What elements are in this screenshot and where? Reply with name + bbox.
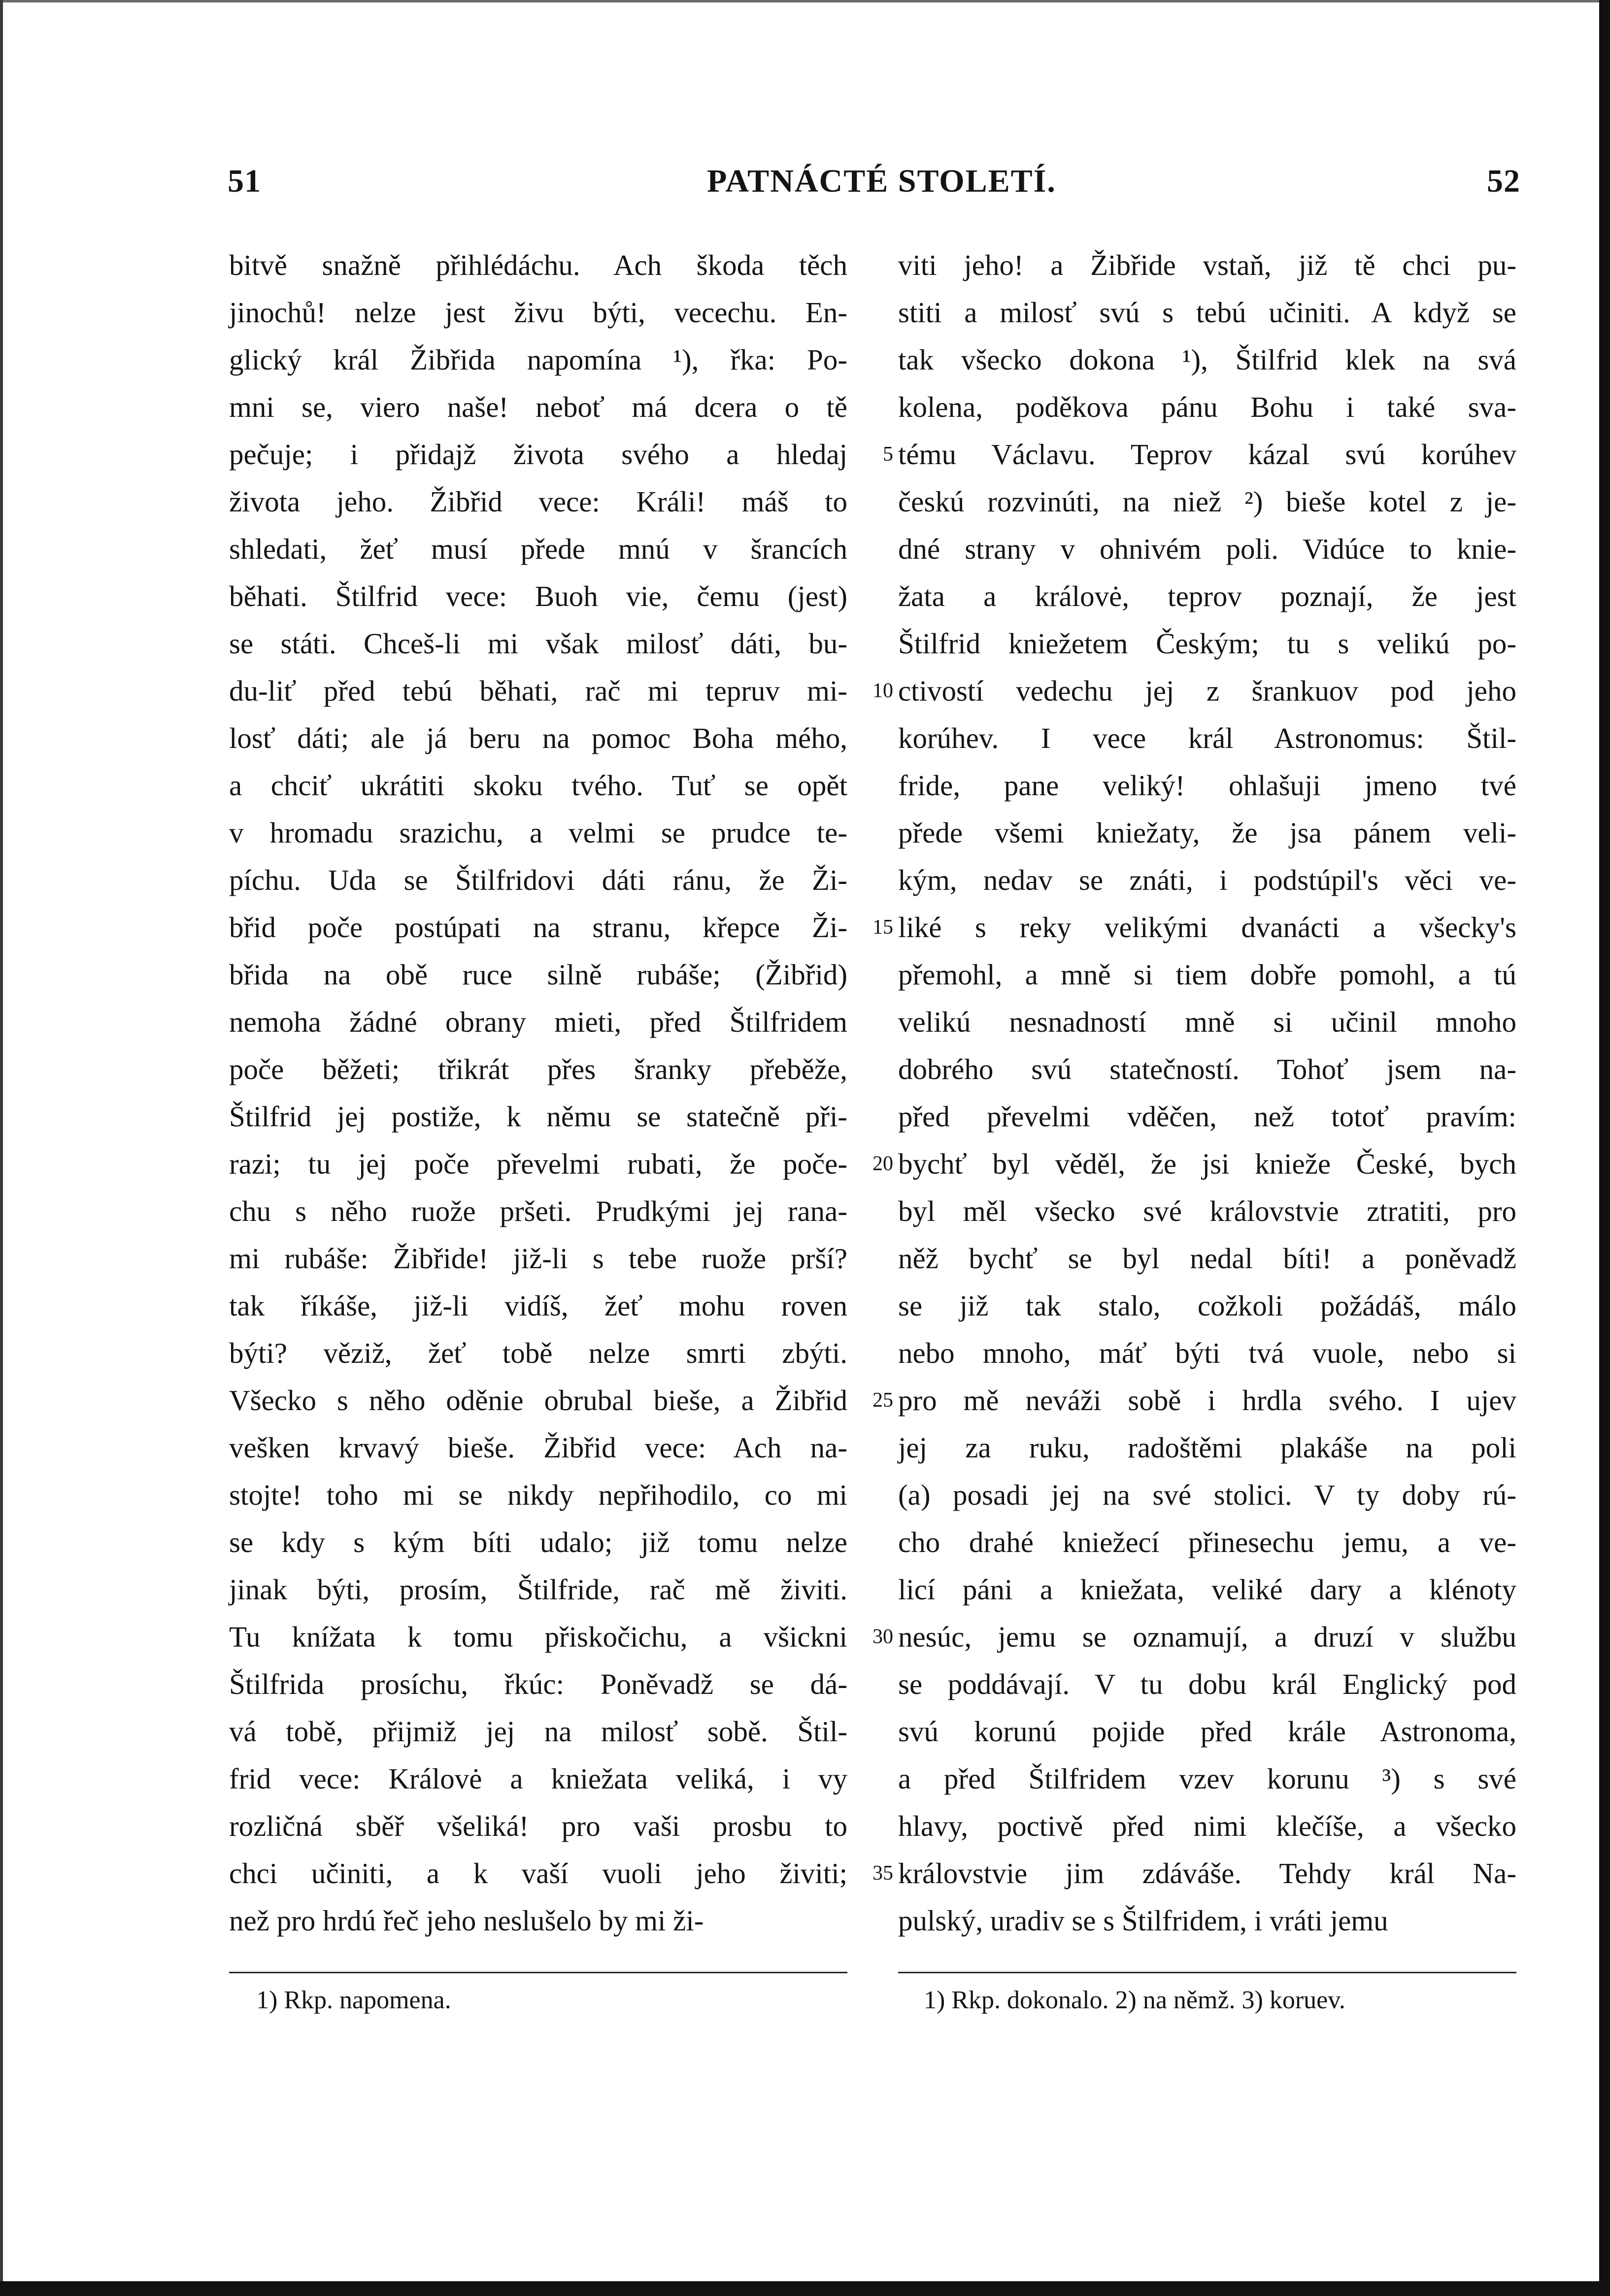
text-line: dné strany v ohnivém poli. Vidúce to knie- [898,533,1516,565]
line-number [855,525,893,573]
line-number: 30 [872,1625,893,1648]
text-line: chci učiniti, a k vaší vuoli jeho živiti; [229,1857,847,1890]
text-line: života jeho. Žibřid vece: Králi! máš to [229,485,847,518]
line-number [855,1093,893,1140]
text-line: píchu. Uda se Štilfridovi dáti ránu, že Ži- [229,864,847,896]
text-line: cho drahé kniežecí přinesechu jemu, a ve- [898,1526,1516,1558]
text-line: hlavy, poctivě před nimi klečíše, a všecko [898,1810,1516,1842]
line-number [855,289,893,336]
text-line: mni se, viero naše! neboť má dcera o tě [229,391,847,423]
text-line: chu s něho ruože pršeti. Prudkými jej rana- [229,1195,847,1227]
text-line: liké s reky velikými dvanácti a všecky's [898,911,1516,944]
right-column [898,241,1516,1944]
text-line: svú korunú pojide před krále Astronoma, [898,1715,1516,1748]
text-line: břida na obě ruce silně rubáše; (Žibřid) [229,958,847,991]
line-number [855,1897,893,1944]
text-line: mi rubáše: Žibřide! již-li s tebe ruože prší? [229,1242,847,1275]
text-line: břid poče postúpati na stranu, křepce Ži- [229,911,847,944]
text-line: se kdy s kým bíti udalo; již tomu nelze [229,1526,847,1558]
line-number [855,714,893,762]
text-line: v hromadu srazichu, a velmi se prudce te- [229,816,847,849]
line-number [855,1471,893,1519]
text-line: pro mě neváži sobě i hrdla svého. I ujev [898,1384,1516,1417]
line-number [855,336,893,383]
page-edge-top [0,0,1610,2]
text-line: fride, pane veliký! ohlašuji jmeno tvé [898,769,1516,802]
text-line: něž bychť se byl nedal bíti! a poněvadž [898,1242,1516,1275]
text-line: českú rozvinúti, na niež ²) bieše kotel z je- [898,485,1516,518]
text-line: stojte! toho mi se nikdy nepřihodilo, co mi [229,1479,847,1511]
line-number [855,241,893,289]
text-line: viti jeho! a Žibřide vstaň, již tě chci pu- [898,249,1516,281]
text-line: losť dáti; ale já beru na pomoc Boha mého, [229,722,847,754]
text-line: než pro hrdú řeč jeho neslušelo by mi ži- [229,1904,704,1937]
running-title: PATNÁCTÉ STOLETÍ. [707,163,1056,199]
line-number [855,809,893,856]
line-number: 20 [872,1152,893,1175]
line-number [855,620,893,667]
line-number [855,1660,893,1708]
text-line: se již tak stalo, cožkoli požádáš, málo [898,1289,1516,1322]
line-number [855,856,893,904]
text-line: jinak býti, prosím, Štilfride, rač mě živiti. [229,1573,847,1606]
left-column [229,241,847,1944]
text-line: (a) posadi jej na své stolici. V ty doby rú- [898,1479,1516,1511]
line-number [855,1755,893,1802]
text-line: Štilfrid jej postiže, k němu se statečně při- [229,1100,847,1133]
text-line: Štilfrida prosíchu, řkúc: Poněvadž se dá- [229,1668,847,1700]
line-number [855,1519,893,1566]
text-line: bychť byl věděl, že jsi knieže České, bych [898,1148,1516,1180]
text-line: pulský, uradiv se s Štilfridem, i vráti jemu [898,1904,1388,1937]
text-line: přede všemi kniežaty, že jsa pánem veli- [898,816,1516,849]
line-number [855,1329,893,1377]
footnote-left: 1) Rkp. napomena. [256,1986,451,2014]
text-line: a před Štilfridem vzev korunu ³) s své [898,1762,1516,1795]
text-line: razi; tu jej poče převelmi rubati, že poče- [229,1148,847,1180]
line-number [855,998,893,1046]
text-line: nesúc, jemu se oznamují, a druzí v službu [898,1621,1516,1653]
text-line: glický král Žibřida napomína ¹), řka: Po- [229,343,847,376]
text-line: nemoha žádné obrany mieti, před Štilfridem [229,1006,847,1038]
text-line: Všecko s něho oděnie obrubal bieše, a Žibřid [229,1384,847,1417]
line-number [855,1046,893,1093]
line-number [855,478,893,525]
text-line: vá tobě, přijmiž jej na milosť sobě. Štil- [229,1715,847,1748]
text-line: se poddávají. V tu dobu král Englický pod [898,1668,1516,1700]
text-line: Tu knížata k tomu přiskočichu, a všickni [229,1621,847,1653]
text-line: dobrého svú statečností. Tohoť jsem na- [898,1053,1516,1085]
text-line: a chciť ukrátiti skoku tvého. Tuť se opět [229,769,847,802]
text-line: přemohl, a mně si tiem dobře pomohl, a tú [898,958,1516,991]
line-number: 5 [883,443,893,466]
footnote-rule-left [229,1972,847,1973]
text-line: poče běžeti; třikrát přes šranky přeběže, [229,1053,847,1085]
page-edge-bottom [0,2281,1610,2296]
line-number [855,951,893,998]
text-line: shledati, žeť musí přede mnú v šrancích [229,533,847,565]
line-numbers [855,241,893,1944]
text-line: tému Václavu. Teprov kázal svú korúhev [898,438,1516,471]
text-line: velikú nesnadností mně si učinil mnoho [898,1006,1516,1038]
line-number: 10 [872,679,893,702]
footnote-right: 1) Rkp. dokonalo. 2) na němž. 3) koruev. [924,1986,1345,2014]
footnote-rule-right [898,1972,1516,1973]
text-line: se státi. Chceš-li mi však milosť dáti, bu- [229,627,847,660]
text-line: Štilfrid kniežetem Českým; tu s velikú po- [898,627,1516,660]
line-number [855,1424,893,1471]
page-number-right: 52 [1487,163,1520,199]
text-line: korúhev. I vece král Astronomus: Štil- [898,722,1516,754]
text-line: kolena, poděkova pánu Bohu i také sva- [898,391,1516,423]
text-line: královstvie jim zdáváše. Tehdy král Na- [898,1857,1516,1890]
text-line: jej za ruku, radoštěmi plakáše na poli [898,1431,1516,1464]
line-number [855,762,893,809]
page-edge-right [1599,0,1610,2296]
text-line: du-liť před tebú běhati, rač mi tepruv mi- [229,675,847,707]
page-edge-left [0,0,3,2296]
text-line: byl měl všecko své královstvie ztratiti, pro [898,1195,1516,1227]
line-number [855,1566,893,1613]
text-line: frid vece: Královė a kniežata veliká, i vy [229,1762,847,1795]
text-line: licí páni a kniežata, veliké dary a klénoty [898,1573,1516,1606]
text-line: vešken krvavý bieše. Žibřid vece: Ach na- [229,1431,847,1464]
text-line: jinochů! nelze jest živu býti, vecechu. En- [229,296,847,329]
text-line: kým, nedav se znáti, i podstúpil's věci ve- [898,864,1516,896]
line-number [855,1708,893,1755]
page-number-left: 51 [228,163,261,199]
line-number [855,1802,893,1850]
text-line: tak všecko dokona ¹), Štilfrid klek na svá [898,343,1516,376]
text-line: tak říkáše, již-li vidíš, žeť mohu roven [229,1289,847,1322]
line-number [855,1282,893,1329]
line-number: 15 [872,916,893,939]
text-line: před převelmi vděčen, než totoť pravím: [898,1100,1516,1133]
line-number: 35 [872,1862,893,1885]
text-line: rozličná sběř všeliká! pro vaši prosbu to [229,1810,847,1842]
text-line: pečuje; i přidajž života svého a hledaj [229,438,847,471]
text-line: ctivostí vedechu jej z šrankuov pod jeho [898,675,1516,707]
line-number [855,1235,893,1282]
line-number [855,1187,893,1235]
text-line: běhati. Štilfrid vece: Buoh vie, čemu (jest) [229,580,847,612]
text-line: býti? věziž, žeť tobě nelze smrti zbýti. [229,1337,847,1369]
line-number [855,573,893,620]
text-line: stiti a milosť svú s tebú učiniti. A když se [898,296,1516,329]
text-line: bitvě snažně přihlédáchu. Ach škoda těch [229,249,847,281]
line-number: 25 [872,1389,893,1412]
line-number [855,383,893,431]
text-line: žata a královė, teprov poznají, že jest [898,580,1516,612]
text-line: nebo mnoho, máť býti tvá vuole, nebo si [898,1337,1516,1369]
